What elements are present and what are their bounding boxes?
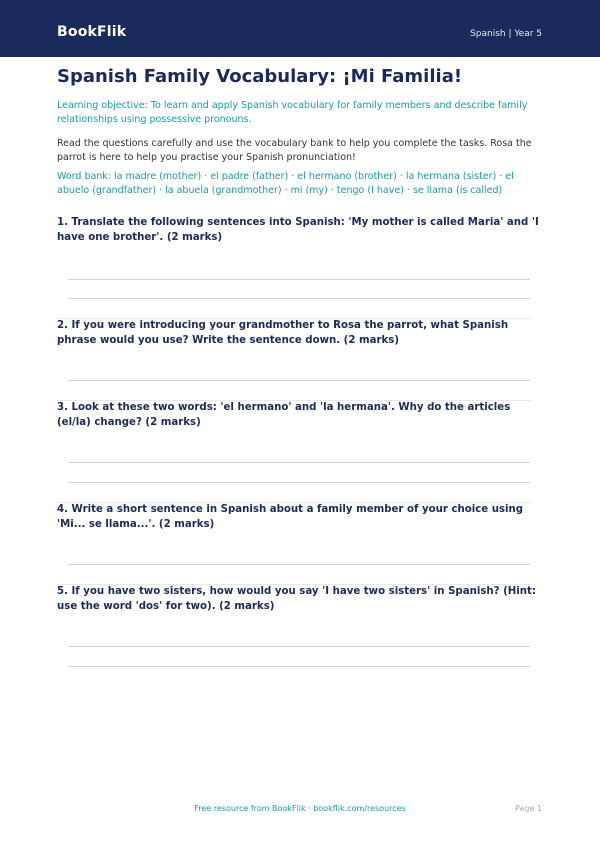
answer-line[interactable] bbox=[68, 298, 530, 299]
answer-line[interactable] bbox=[68, 564, 530, 565]
answer-line[interactable] bbox=[68, 279, 530, 280]
question-4: 4. Write a short sentence in Spanish about a family member of your choice using 'Mi... se llama...'. (2 marks) bbox=[57, 504, 524, 530]
answer-line[interactable] bbox=[68, 380, 530, 381]
answer-line[interactable] bbox=[68, 666, 530, 667]
header-bar bbox=[0, 0, 600, 57]
page-number: Page 1 bbox=[515, 804, 542, 813]
subject-year-label: Spanish | Year 5 bbox=[470, 29, 542, 39]
question-3: 3. Look at these two words: 'el hermano' and 'la hermana'. Why do the articles (el/la) change? (2 marks) bbox=[57, 402, 511, 428]
question-1: 1. Translate the following sentences into Spanish: 'My mother is called Maria' and 'I have one brother'. (2 marks) bbox=[57, 217, 539, 243]
brand-logo[interactable]: BookFlik bbox=[57, 24, 127, 40]
instructions: Read the questions carefully and use the vocabulary bank to help you complete the tasks. Rosa the parrot is here to help you practise your Spanish pronunciation! bbox=[57, 138, 532, 163]
page-title: Spanish Family Vocabulary: ¡Mi Familia! bbox=[57, 66, 463, 87]
answer-line[interactable] bbox=[68, 462, 530, 463]
page-footer bbox=[0, 802, 600, 816]
answer-line[interactable] bbox=[68, 646, 530, 647]
question-5: 5. If you have two sisters, how would you say 'I have two sisters' in Spanish? (Hint: use the word 'dos' for two). (2 marks) bbox=[57, 586, 536, 612]
learning-objective: Learning objective: To learn and apply Spanish vocabulary for family members and describe family relationships using possessive pronouns. bbox=[57, 100, 528, 125]
question-2: 2. If you were introducing your grandmother to Rosa the parrot, what Spanish phrase would you use? Write the sentence down. (2 marks) bbox=[57, 320, 509, 346]
footer-credit-link[interactable]: Free resource from BookFlik · bookflik.com/resources bbox=[194, 804, 406, 813]
word-bank: Word bank: la madre (mother) · el padre (father) · el hermano (brother) · la hermana (sister) · el abuelo (grandfather) · la abuela (grandmother) · mi (my) · tengo (I have) · se llama (is called) bbox=[57, 171, 514, 196]
answer-line[interactable] bbox=[68, 482, 530, 483]
